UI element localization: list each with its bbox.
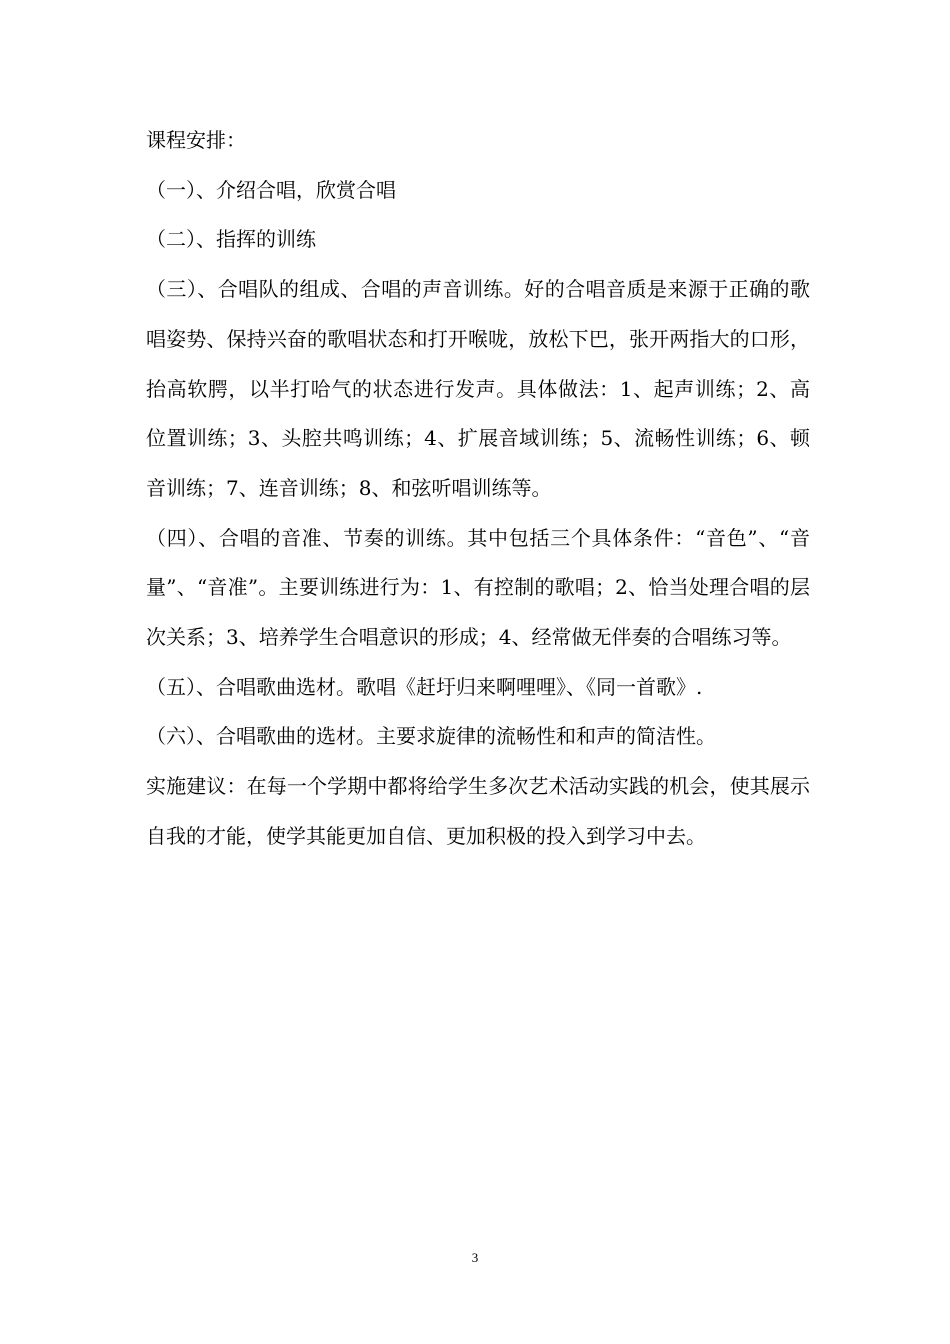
document-body bbox=[146, 116, 810, 862]
list-item-3: （三）、合唱队的组成、合唱的声音训练。好的合唱音质是来源于正确的歌唱姿势、保持兴奋的歌唱状态和打开喉咙，放松下巴，张开两指大的口形，抬高软腭，以半打哈气的状态进行发声。具体做法：1、起声训练；2、高位置训练；3、头腔共鸣训练；4、扩展音域训练；5、流畅性训练；6、顿音训练；7、连音训练；8、和弦听唱训练等。 bbox=[146, 277, 810, 500]
section-heading-course-schedule: 课程安排： bbox=[146, 128, 246, 152]
list-item-6: （六）、合唱歌曲的选材。主要求旋律的流畅性和和声的简洁性。 bbox=[146, 724, 716, 749]
page-number: 3 bbox=[471, 1250, 479, 1265]
list-item-1: （一）、介绍合唱，欣赏合唱 bbox=[146, 177, 396, 202]
implementation-suggestion: 实施建议：在每一个学期中都将给学生多次艺术活动实践的机会，使其展示自我的才能，使学其能更加自信、更加积极的投入到学习中去。 bbox=[146, 774, 810, 848]
list-item-2: （二）、指挥的训练 bbox=[146, 227, 316, 252]
list-item-4: （四）、合唱的音准、节奏的训练。其中包括三个具体条件：“音色”、“音量”、“音准”。主要训练进行为：1、有控制的歌唱；2、恰当处理合唱的层次关系；3、培养学生合唱意识的形成；4、经常做无伴奏的合唱练习等。 bbox=[146, 525, 810, 650]
list-item-5: （五）、合唱歌曲选材。歌唱《赶圩归来啊哩哩》、《同一首歌》. bbox=[146, 674, 703, 699]
